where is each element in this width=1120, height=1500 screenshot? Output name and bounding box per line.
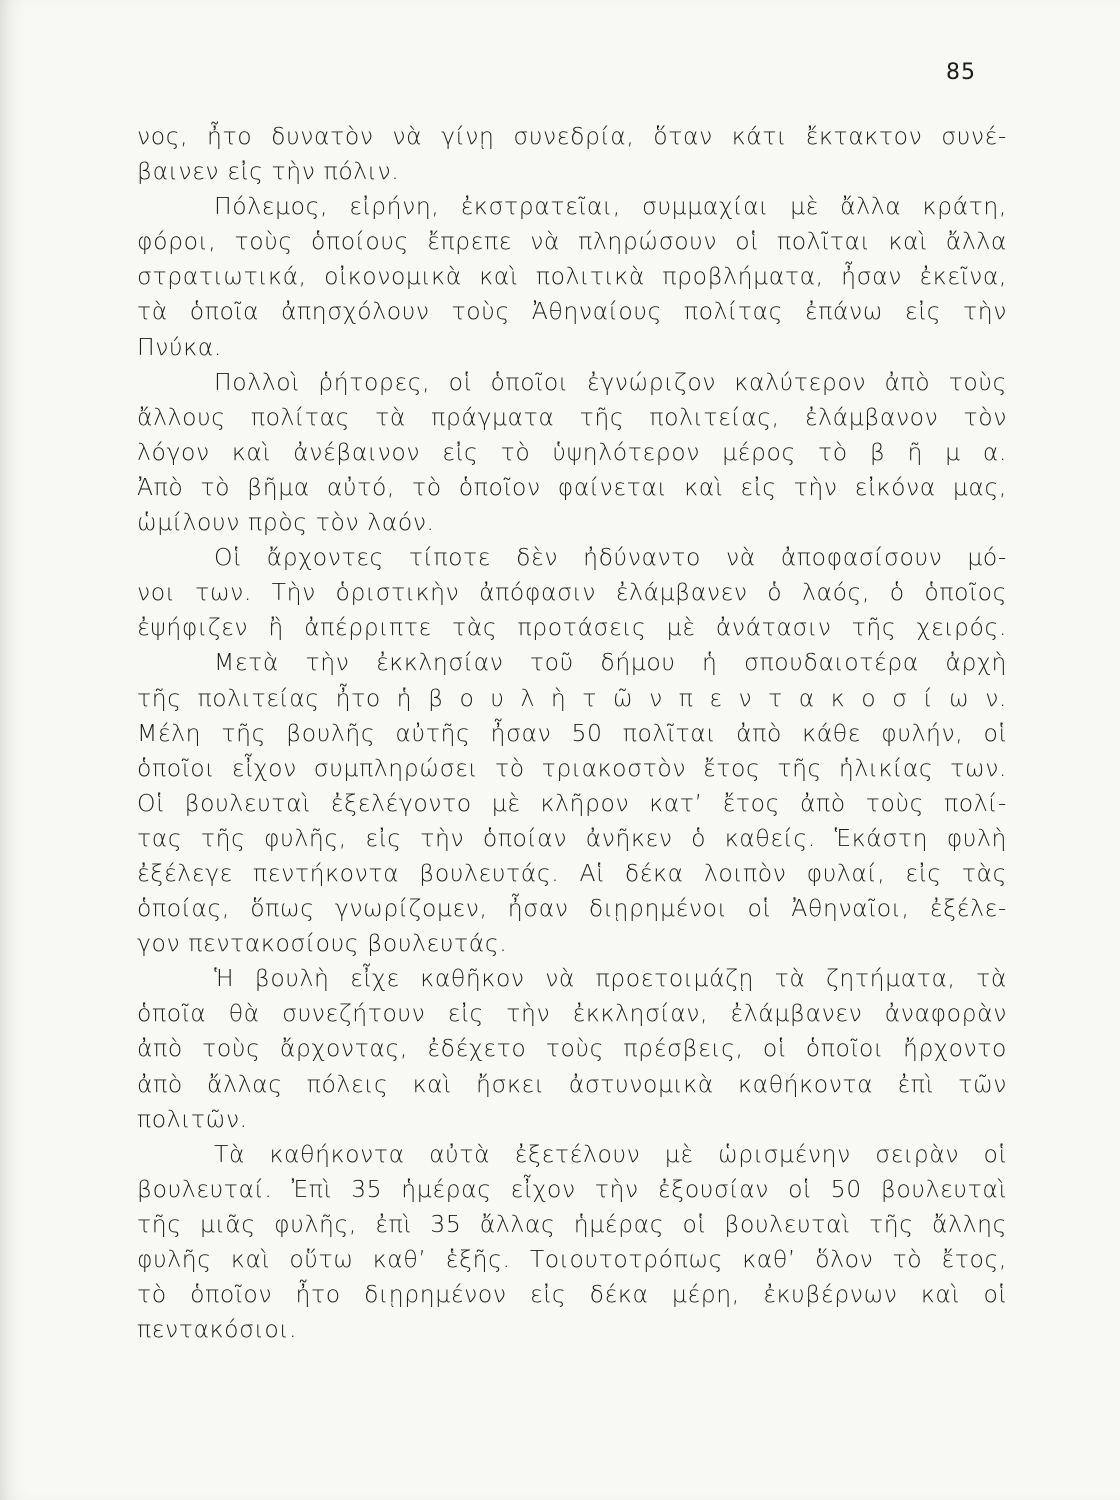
text-line: Ἀπὸ τὸ βῆμα αὐτό, τὸ ὁποῖον φαίνεται καὶ εἰς τὴν εἰκόνα μας, — [137, 472, 1007, 501]
page-number: 85 — [946, 60, 976, 85]
text-line: Ἡ βουλὴ εἶχε καθῆκον νὰ προετοιμάζῃ τὰ ζητήματα, τὰ — [214, 964, 1007, 993]
text-line: τὰ ὁποῖα ἀπησχόλουν τοὺς Ἀθηναίους πολίτας ἐπάνω εἰς τὴν — [137, 297, 1007, 326]
text-line: τὸ ὁποῖον ἦτο διῃρημένον εἰς δέκα μέρη, ἐκυβέρνων καὶ οἱ — [137, 1280, 1007, 1309]
text-line: λόγον καὶ ἀνέβαινον εἰς τὸ ὑψηλότερον μέρος τὸ β ῆ μ α. — [137, 437, 1007, 466]
text-line: Πόλεμος, εἰρήνη, ἐκστρατεῖαι, συμμαχίαι μὲ ἄλλα κράτη, — [214, 192, 1007, 221]
text-line: τῆς πολιτείας ἦτο ἡ β ο υ λ ὴ τ ῶ ν π ε ν τ α κ ο σ ί ω ν. — [137, 683, 1007, 712]
text-line: ἐξέλεγε πεντήκοντα βουλευτάς. Αἱ δέκα λοιπὸν φυλαί, εἰς τὰς — [137, 858, 1007, 887]
text-line: Οἱ βουλευταὶ ἐξελέγοντο μὲ κλῆρον κατ’ ἔτος ἀπὸ τοὺς πολί- — [137, 788, 1007, 817]
text-line: ἀπὸ τοὺς ἄρχοντας, ἐδέχετο τοὺς πρέσβεις, οἱ ὁποῖοι ἤρχοντο — [137, 1034, 1007, 1063]
text-line: στρατιωτικά, οἰκονομικὰ καὶ πολιτικὰ προβλήματα, ἦσαν ἐκεῖνα, — [137, 262, 1007, 291]
text-line: Μετὰ τὴν ἐκκλησίαν τοῦ δήμου ἡ σπουδαιοτέρα ἀρχὴ — [214, 648, 1007, 677]
text-line: νος, ἦτο δυνατὸν νὰ γίνῃ συνεδρία, ὅταν κάτι ἔκτακτον συνέ- — [137, 122, 1007, 150]
text-line: βουλευταί. Ἐπὶ 35 ἡμέρας εἶχον τὴν ἐξουσίαν οἱ 50 βουλευταὶ — [137, 1174, 1007, 1203]
text-line: ὁποῖα θὰ συνεζήτουν εἰς τὴν ἐκκλησίαν, ἐλάμβανεν ἀναφορὰν — [137, 999, 1007, 1028]
text-line: Πνύκα. — [137, 332, 222, 361]
text-line: τας τῆς φυλῆς, εἰς τὴν ὁποίαν ἀνῆκεν ὁ καθείς. Ἑκάστη φυλὴ — [137, 823, 1007, 852]
text-line: Μέλη τῆς βουλῆς αὐτῆς ἦσαν 50 πολῖται ἀπὸ κάθε φυλήν, οἱ — [137, 718, 1007, 747]
text-line: φόροι, τοὺς ὁποίους ἔπρεπε νὰ πληρώσουν οἱ πολῖται καὶ ἄλλα — [137, 227, 1007, 256]
text-line: ὁποῖοι εἶχον συμπληρώσει τὸ τριακοστὸν ἔτος τῆς ἡλικίας των. — [137, 753, 1007, 782]
text-line: Οἱ ἄρχοντες τίποτε δὲν ἠδύναντο νὰ ἀποφασίσουν μό- — [214, 543, 1007, 572]
text-line: ἄλλους πολίτας τὰ πράγματα τῆς πολιτείας, ἐλάμβανον τὸν — [137, 402, 1007, 431]
text-line: τῆς μιᾶς φυλῆς, ἐπὶ 35 ἄλλας ἡμέρας οἱ βουλευταὶ τῆς ἄλλης — [137, 1209, 1007, 1238]
text-line: ἀπὸ ἄλλας πόλεις καὶ ἤσκει ἀστυνομικὰ καθήκοντα ἐπὶ τῶν — [137, 1069, 1007, 1098]
text-line: φυλῆς καὶ οὕτω καθ’ ἑξῆς. Τοιουτοτρόπως καθ’ ὅλον τὸ ἔτος, — [137, 1245, 1007, 1273]
body-text — [137, 119, 1007, 1347]
text-line: ὁποίας, ὅπως γνωρίζομεν, ἦσαν διῃρημένοι οἱ Ἀθηναῖοι, ἐξέλε- — [137, 894, 1007, 923]
text-line: βαινεν εἰς τὴν πόλιν. — [137, 157, 400, 186]
text-line: Πολλοὶ ῥήτορες, οἱ ὁποῖοι ἐγνώριζον καλύτερον ἀπὸ τοὺς — [214, 367, 1007, 396]
text-line: νοι των. Τὴν ὁριστικὴν ἀπόφασιν ἐλάμβανεν ὁ λαός, ὁ ὁποῖος — [137, 578, 1007, 607]
text-line: γον πεντακοσίους βουλευτάς. — [137, 929, 508, 958]
text-line: ὡμίλουν πρὸς τὸν λαόν. — [137, 508, 435, 537]
text-line: πολιτῶν. — [137, 1104, 248, 1133]
text-line: πεντακόσιοι. — [137, 1315, 298, 1344]
text-line: ἐψήφιζεν ἢ ἀπέρριπτε τὰς προτάσεις μὲ ἀνάτασιν τῆς χειρός. — [137, 613, 1007, 642]
text-line: Τὰ καθήκοντα αὐτὰ ἐξετέλουν μὲ ὡρισμένην σειρὰν οἱ — [214, 1139, 1007, 1168]
